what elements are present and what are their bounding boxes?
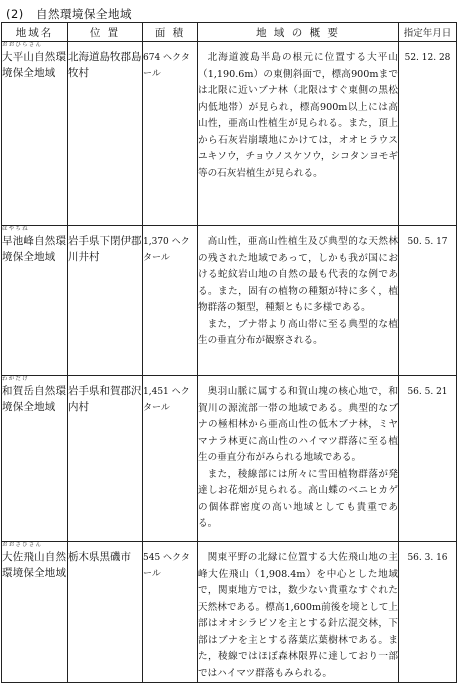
summary-paragraph: 関東平野の北縁に位置する大佐飛山地の主峰大佐飛山（1,908.4m）を中心とした地域で，関東地方では，数少ない貴重なすぐれた天然林である。標高1,600m前後を境として上部はオオシラビソを主とする針広混交林，下部はブナを主とする落葉広葉樹林である。また，稜線ではほぼ森林限界に達しており一部ではハイマツ群落もみられる。 — [198, 552, 398, 679]
name-ruby: はやちね — [2, 226, 29, 232]
date-cell — [399, 226, 457, 376]
table-header-row — [2, 23, 457, 42]
area-name: 和賀岳自然環境保全地域 — [2, 385, 67, 413]
conservation-areas-table — [1, 22, 457, 683]
location-cell — [68, 226, 143, 376]
date-cell — [399, 42, 457, 226]
area-cell — [143, 376, 198, 542]
date-cell — [399, 542, 457, 683]
area-size: 1,370 ヘクタール — [143, 237, 190, 263]
column-header-location: 位 置 — [68, 23, 143, 42]
designation-date: 56. 5. 21 — [407, 387, 448, 397]
name-cell — [2, 542, 68, 683]
summary-cell — [198, 376, 399, 542]
location-text: 岩手県和賀郡沢内村 — [68, 385, 142, 413]
summary-paragraph: また，ブナ帯より高山帯に至る典型的な植生の垂直分布が観察される。 — [198, 318, 398, 346]
location-text: 北海道島牧郡島牧村 — [68, 51, 142, 79]
name-cell — [2, 376, 68, 542]
designation-date: 56. 3. 16 — [407, 553, 448, 563]
table-row — [2, 542, 457, 683]
section-title: 自然環境保全地域 — [35, 7, 132, 21]
column-header-summary: 地 域 の 概 要 — [198, 23, 399, 42]
column-header-area: 面 積 — [143, 23, 198, 42]
summary-paragraph: また，稜線部には所々に雪田植物群落が発達しお花畑が見られる。高山蝶のベニヒカゲの個体群密度の高い地域としても貴重である。 — [198, 468, 398, 529]
designation-date: 50. 5. 17 — [407, 237, 448, 247]
summary-paragraph: 北海道渡島半島の根元に位置する大平山（1,190.6m）の東側斜面で，標高900mまでは北限に近いブナ林（北限はすぐ東側の黒松内低地帯）が見られ，標高900m以上には高山性，亜高山性植生が見られる。また，頂上から石灰岩崩壊地にかけては，オオヒラウスユキソウ，チョウノスケソウ，シコタンヨモギ等の石灰岩植生が見られる。 — [198, 52, 398, 179]
area-name: 早池峰自然環境保全地域 — [2, 235, 67, 263]
table-row — [2, 376, 457, 542]
area-size: 545 ヘクタール — [143, 553, 190, 579]
designation-date: 52. 12. 28 — [404, 53, 451, 63]
area-cell — [143, 226, 198, 376]
name-ruby: わがだけ — [2, 376, 29, 382]
name-ruby: おおさびさん — [2, 542, 43, 548]
location-text: 栃木県黒磯市 — [68, 551, 131, 563]
area-size: 674 ヘクタール — [143, 53, 190, 79]
column-header-name: 地域名 — [2, 23, 68, 42]
location-cell — [68, 42, 143, 226]
table-row — [2, 226, 457, 376]
summary-cell — [198, 542, 399, 683]
summary-cell — [198, 226, 399, 376]
summary-paragraph: 奥羽山脈に属する和賀山塊の核心地で，和賀川の源流部一帯の地域である。典型的なブナの極相林から亜高山性の低木ブナ林，ミヤマナラ林更に高山性のハイマツ群落に至る植生の垂直分布がみられる地域である。 — [198, 386, 398, 463]
location-cell — [68, 542, 143, 683]
name-ruby: おおひらさん — [2, 42, 43, 48]
summary-paragraph: 高山性，亜高山性植生及び典型的な天然林の残された地域であって，しかも我が国における蛇紋岩山地の自然の最も代表的な例である。また，固有の植物の種類が特に多く，植物群落の類型，種類ともに多様である。 — [198, 236, 398, 313]
column-header-date: 指定年月日 — [399, 23, 457, 42]
area-cell — [143, 42, 198, 226]
summary-cell — [198, 42, 399, 226]
section-heading — [6, 6, 132, 22]
area-name: 大平山自然環境保全地域 — [2, 51, 67, 79]
name-cell — [2, 42, 68, 226]
table-row — [2, 42, 457, 226]
area-size: 1,451 ヘクタール — [143, 387, 190, 413]
location-cell — [68, 376, 143, 542]
location-text: 岩手県下閉伊郡川井村 — [68, 235, 142, 263]
section-number: (2) — [6, 7, 24, 21]
area-cell — [143, 542, 198, 683]
area-name: 大佐飛山自然環境保全地域 — [2, 551, 67, 579]
date-cell — [399, 376, 457, 542]
name-cell — [2, 226, 68, 376]
